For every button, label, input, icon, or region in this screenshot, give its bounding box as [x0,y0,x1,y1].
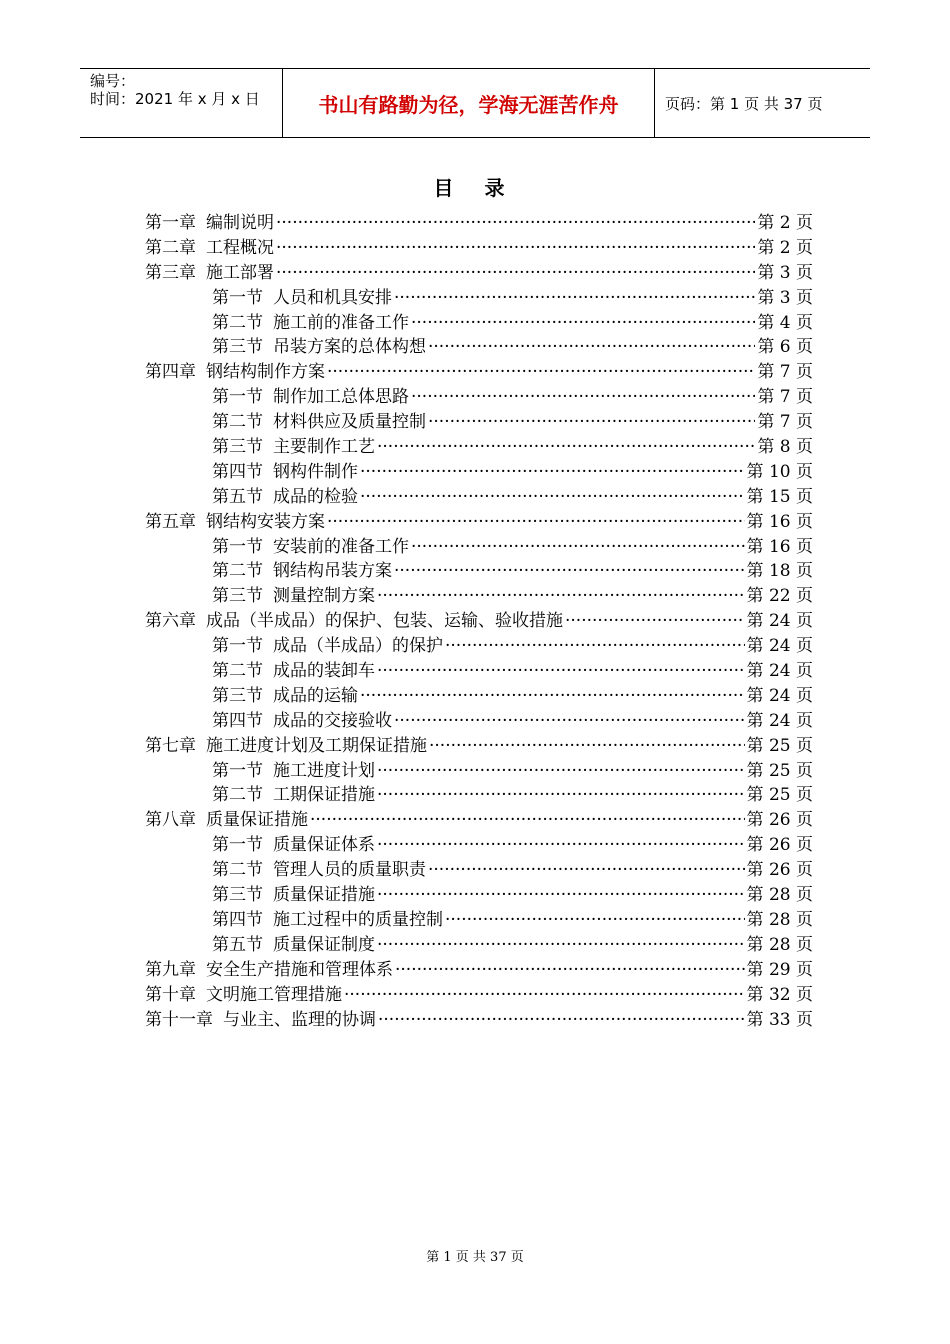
toc-entry-title: 材料供应及质量控制 [273,412,426,433]
toc-section-entry[interactable] [145,482,813,507]
toc-section-entry[interactable] [145,532,813,557]
toc-entry-title: 成品的交接验收 [273,710,392,731]
toc-leader-dots [377,935,745,955]
toc-leader-dots [394,711,745,731]
toc-entry-number: 第八章 [145,810,196,831]
toc-entry-title: 施工前的准备工作 [273,312,409,333]
toc-entry-number: 第一节 [212,636,263,657]
toc-chapter-entry[interactable] [145,233,813,258]
document-time: 时间：2021 年 x 月 x 日 [90,90,260,108]
toc-entry-page: 第 28 页 [746,934,813,955]
toc-entry-page: 第 4 页 [757,312,813,333]
toc-entry-number: 第二节 [212,561,263,582]
toc-entry-page: 第 26 页 [746,835,813,856]
toc-chapter-entry[interactable] [145,208,813,233]
toc-entry-number: 第三节 [212,685,263,706]
toc-leader-dots [428,860,745,880]
toc-leader-dots [377,586,745,606]
toc-entry-number: 第二章 [145,237,196,258]
toc-entry-title: 编制说明 [206,213,274,233]
toc-entry-page: 第 8 页 [757,437,813,458]
toc-leader-dots [428,337,755,357]
toc-entry-number: 第五节 [212,934,263,955]
toc-chapter-entry[interactable] [145,955,813,980]
toc-entry-title: 施工进度计划 [273,760,375,781]
toc-entry-number: 第二节 [212,312,263,333]
toc-leader-dots [445,910,745,930]
toc-entry-number: 第七章 [145,735,196,756]
toc-section-entry[interactable] [145,880,813,905]
toc-leader-dots [377,835,745,855]
toc-entry-page: 第 24 页 [746,636,813,657]
table-of-contents [145,208,813,1029]
toc-entry-number: 第二节 [212,412,263,433]
toc-entry-title: 安全生产措施和管理体系 [206,959,393,980]
toc-section-entry[interactable] [145,780,813,805]
toc-entry-number: 第十章 [145,984,196,1005]
toc-entry-page: 第 7 页 [757,412,813,433]
toc-entry-page: 第 25 页 [746,785,813,806]
toc-leader-dots [378,1010,745,1030]
toc-entry-number: 第四章 [145,362,196,383]
toc-entry-title: 工程概况 [206,237,274,258]
toc-section-entry[interactable] [145,432,813,457]
toc-entry-title: 钢结构制作方案 [206,362,325,383]
toc-section-entry[interactable] [145,706,813,731]
toc-entry-page: 第 24 页 [746,685,813,706]
toc-leader-dots [360,686,745,706]
toc-leader-dots [327,362,755,382]
toc-section-entry[interactable] [145,407,813,432]
toc-leader-dots [394,561,745,581]
toc-leader-dots [377,661,745,681]
header-motto: 书山有路勤为径，学海无涯苦作舟 [283,69,655,137]
toc-entry-page: 第 6 页 [757,337,813,358]
toc-section-entry[interactable] [145,631,813,656]
toc-leader-dots [411,387,755,407]
toc-entry-title: 质量保证制度 [273,934,375,955]
toc-chapter-entry[interactable] [145,980,813,1005]
toc-entry-title: 成品（半成品）的保护 [273,636,443,657]
toc-entry-title: 管理人员的质量职责 [273,860,426,881]
toc-chapter-entry[interactable] [145,258,813,283]
toc-entry-number: 第三节 [212,337,263,358]
toc-entry-page: 第 3 页 [757,262,813,283]
toc-entry-title: 质量保证体系 [273,835,375,856]
toc-entry-number: 第一节 [212,760,263,781]
toc-section-entry[interactable] [145,681,813,706]
toc-entry-number: 第六章 [145,611,196,632]
toc-entry-page: 第 7 页 [757,362,813,383]
toc-leader-dots [310,810,745,830]
toc-entry-number: 第五节 [212,486,263,507]
toc-leader-dots [344,985,745,1005]
toc-entry-page: 第 15 页 [746,486,813,507]
toc-entry-page: 第 25 页 [746,735,813,756]
toc-entry-number: 第二节 [212,860,263,881]
toc-leader-dots [276,213,755,233]
toc-entry-title: 与业主、监理的协调 [223,1009,376,1030]
toc-leader-dots [360,462,745,482]
toc-entry-page: 第 28 页 [746,885,813,906]
toc-leader-dots [394,288,755,308]
toc-entry-page: 第 10 页 [746,461,813,482]
toc-chapter-entry[interactable] [145,606,813,631]
toc-leader-dots [377,785,745,805]
toc-entry-title: 钢结构安装方案 [206,511,325,532]
toc-leader-dots [377,761,745,781]
toc-entry-number: 第二节 [212,785,263,806]
toc-entry-page: 第 7 页 [757,387,813,408]
toc-entry-title: 施工进度计划及工期保证措施 [206,735,427,756]
toc-chapter-entry[interactable] [145,507,813,532]
toc-entry-page: 第 16 页 [746,511,813,532]
toc-entry-page: 第 3 页 [757,287,813,308]
toc-entry-page: 第 24 页 [746,661,813,682]
toc-chapter-entry[interactable] [145,1005,813,1030]
toc-leader-dots [445,636,745,656]
toc-entry-number: 第四节 [212,461,263,482]
toc-entry-title: 施工过程中的质量控制 [273,909,443,930]
toc-chapter-entry[interactable] [145,731,813,756]
page-header [80,68,870,138]
toc-entry-page: 第 2 页 [757,213,813,233]
toc-entry-title: 文明施工管理措施 [206,984,342,1005]
toc-entry-title: 施工部署 [206,262,274,283]
toc-entry-title: 主要制作工艺 [273,437,375,458]
toc-section-entry[interactable] [145,656,813,681]
toc-entry-number: 第九章 [145,959,196,980]
toc-section-entry[interactable] [145,332,813,357]
toc-entry-title: 制作加工总体思路 [273,387,409,408]
toc-entry-page: 第 33 页 [746,1009,813,1030]
toc-section-entry[interactable] [145,905,813,930]
toc-leader-dots [377,437,755,457]
toc-entry-title: 成品的运输 [273,685,358,706]
toc-leader-dots [565,611,745,631]
toc-entry-page: 第 2 页 [757,237,813,258]
toc-leader-dots [429,736,745,756]
toc-entry-page: 第 16 页 [746,536,813,557]
toc-entry-title: 质量保证措施 [273,885,375,906]
toc-entry-page: 第 28 页 [746,909,813,930]
toc-entry-title: 人员和机具安排 [273,287,392,308]
toc-entry-number: 第一节 [212,387,263,408]
toc-entry-page: 第 29 页 [746,959,813,980]
toc-leader-dots [428,412,755,432]
toc-leader-dots [276,263,755,283]
toc-title: 目 录 [433,176,517,200]
toc-leader-dots [360,487,745,507]
toc-entry-number: 第四节 [212,710,263,731]
header-meta [80,69,283,137]
toc-chapter-entry[interactable] [145,357,813,382]
toc-section-entry[interactable] [145,382,813,407]
toc-entry-title: 钢构件制作 [273,461,358,482]
toc-section-entry[interactable] [145,283,813,308]
toc-entry-number: 第四节 [212,909,263,930]
toc-section-entry[interactable] [145,581,813,606]
toc-entry-page: 第 24 页 [746,710,813,731]
toc-entry-number: 第一节 [212,536,263,557]
toc-entry-number: 第三章 [145,262,196,283]
toc-entry-page: 第 26 页 [746,810,813,831]
toc-section-entry[interactable] [145,855,813,880]
toc-leader-dots [327,512,745,532]
toc-section-entry[interactable] [145,308,813,333]
toc-entry-title: 质量保证措施 [206,810,308,831]
toc-entry-page: 第 32 页 [746,984,813,1005]
toc-section-entry[interactable] [145,830,813,855]
toc-section-entry[interactable] [145,556,813,581]
toc-entry-title: 安装前的准备工作 [273,536,409,557]
toc-entry-title: 成品的检验 [273,486,358,507]
toc-leader-dots [411,537,745,557]
toc-section-entry[interactable] [145,457,813,482]
toc-entry-number: 第十一章 [145,1009,213,1030]
toc-entry-title: 工期保证措施 [273,785,375,806]
toc-entry-number: 第三节 [212,586,263,607]
toc-entry-title: 成品（半成品）的保护、包装、运输、验收措施 [206,611,563,632]
document-number-label: 编号： [90,72,136,90]
toc-entry-page: 第 18 页 [746,561,813,582]
toc-entry-page: 第 24 页 [746,611,813,632]
toc-section-entry[interactable] [145,756,813,781]
toc-entry-number: 第一节 [212,287,263,308]
toc-entry-title: 吊装方案的总体构想 [273,337,426,358]
toc-leader-dots [276,238,755,258]
toc-entry-page: 第 26 页 [746,860,813,881]
toc-section-entry[interactable] [145,930,813,955]
toc-entry-number: 第五章 [145,511,196,532]
toc-entry-title: 测量控制方案 [273,586,375,607]
toc-leader-dots [395,960,745,980]
toc-entry-page: 第 25 页 [746,760,813,781]
toc-entry-page: 第 22 页 [746,586,813,607]
toc-leader-dots [411,313,755,333]
header-page-info: 页码：第 1 页 共 37 页 [665,94,823,113]
toc-entry-number: 第一节 [212,835,263,856]
toc-entry-number: 第三节 [212,885,263,906]
toc-entry-title: 成品的装卸车 [273,661,375,682]
toc-entry-number: 第三节 [212,437,263,458]
toc-entry-number: 第一章 [145,213,196,233]
toc-entry-title: 钢结构吊装方案 [273,561,392,582]
page-footer: 第 1 页 共 37 页 [426,1250,524,1265]
toc-entry-number: 第二节 [212,661,263,682]
toc-leader-dots [377,885,745,905]
toc-chapter-entry[interactable] [145,805,813,830]
